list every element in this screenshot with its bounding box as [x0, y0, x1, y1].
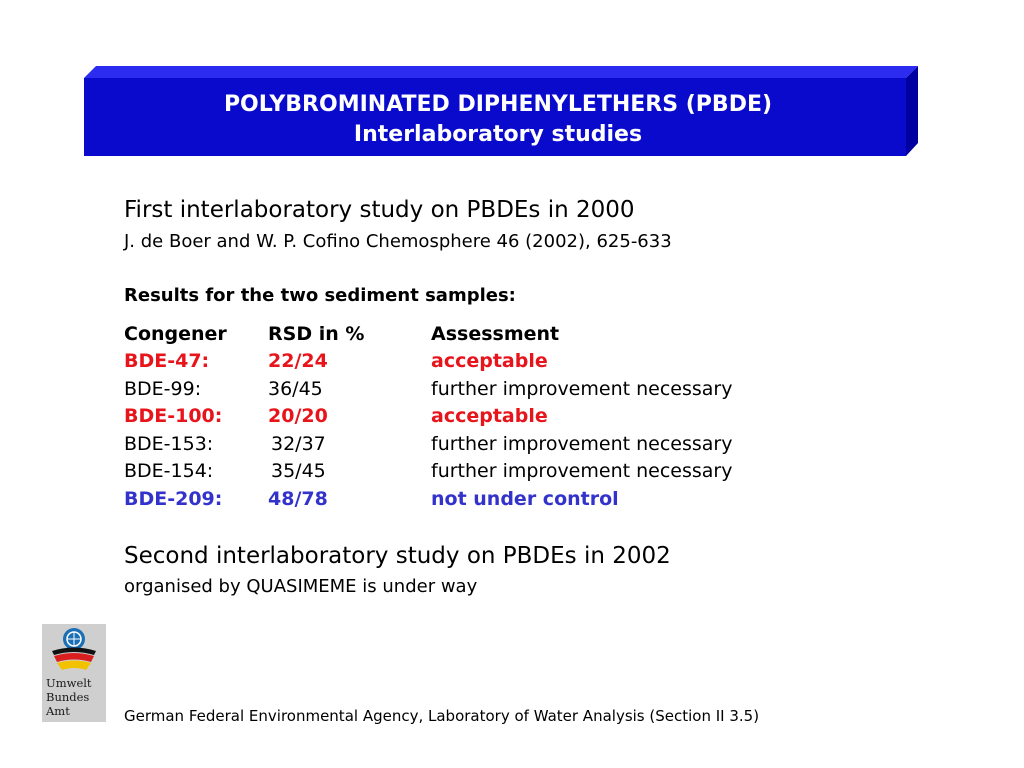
slide-title — [84, 90, 912, 150]
umweltbundesamt-logo-icon — [42, 624, 106, 722]
table-row — [0, 378, 1024, 404]
assessment-cell: further improvement necessary — [431, 460, 733, 482]
study1-citation: J. de Boer and W. P. Cofino Chemosphere 46 (2002), 625-633 — [124, 231, 672, 252]
footer-text: German Federal Environmental Agency, Laboratory of Water Analysis (Section II 3.5) — [124, 707, 760, 725]
congener-cell: BDE-47: — [124, 350, 210, 372]
table-row — [0, 405, 1024, 431]
assessment-cell: further improvement necessary — [431, 378, 733, 400]
header-congener: Congener — [124, 323, 227, 345]
study2-heading: Second interlaboratory study on PBDEs in 2002 — [124, 543, 671, 569]
logo-line-2: Bundes — [46, 690, 90, 704]
table-row — [0, 350, 1024, 376]
header-rsd: RSD in % — [268, 323, 365, 345]
study1-heading: First interlaboratory study on PBDEs in 2000 — [124, 197, 635, 223]
header-assessment: Assessment — [431, 323, 560, 345]
rsd-cell: 32/37 — [271, 433, 326, 455]
logo-line-3: Amt — [46, 704, 70, 718]
rsd-cell: 20/20 — [268, 405, 328, 427]
logo-line-1: Umwelt — [46, 676, 92, 690]
table-row — [0, 460, 1024, 486]
congener-cell: BDE-154: — [124, 460, 214, 482]
assessment-cell: acceptable — [431, 405, 548, 427]
slide-title-line-1: POLYBROMINATED DIPHENYLETHERS (PBDE) — [223, 92, 773, 117]
congener-cell: BDE-100: — [124, 405, 223, 427]
title-banner — [84, 64, 920, 160]
rsd-cell: 36/45 — [268, 378, 323, 400]
rsd-cell: 35/45 — [271, 460, 326, 482]
rsd-cell: 48/78 — [268, 488, 328, 510]
results-header-row — [0, 323, 1024, 349]
banner-top-face — [84, 66, 918, 78]
assessment-cell: further improvement necessary — [431, 433, 733, 455]
logo-text — [46, 676, 102, 718]
congener-cell: BDE-153: — [124, 433, 214, 455]
logo-emblem — [42, 624, 106, 676]
study2-detail: organised by QUASIMEME is under way — [124, 576, 478, 597]
results-intro: Results for the two sediment samples: — [124, 285, 516, 306]
table-row — [0, 433, 1024, 459]
table-row — [0, 488, 1024, 514]
congener-cell: BDE-99: — [124, 378, 202, 400]
assessment-cell: not under control — [431, 488, 619, 510]
assessment-cell: acceptable — [431, 350, 548, 372]
congener-cell: BDE-209: — [124, 488, 223, 510]
slide-title-line-2: Interlaboratory studies — [353, 122, 643, 147]
rsd-cell: 22/24 — [268, 350, 328, 372]
